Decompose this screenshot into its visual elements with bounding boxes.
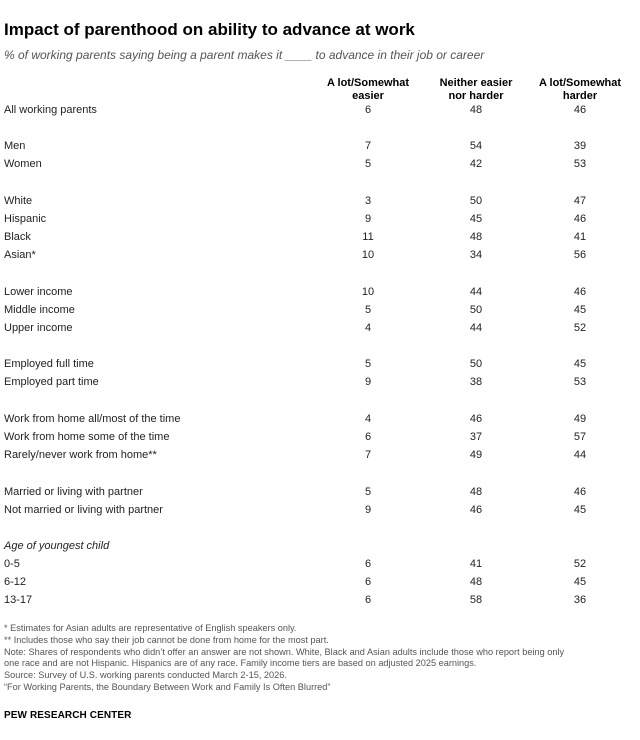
row-label: Middle income (4, 304, 75, 316)
value-easier: 5 (364, 304, 372, 316)
value-harder: 53 (573, 376, 587, 388)
row-label: Hispanic (4, 213, 47, 225)
value-harder: 46 (573, 286, 587, 298)
column-header-neither-line-2: nor harder (448, 90, 504, 102)
brand-logo-text: PEW RESEARCH CENTER (4, 710, 132, 721)
table-row (0, 137, 640, 155)
column-header-neither-line-1: Neither easier (439, 77, 513, 89)
row-label: 6-12 (4, 576, 27, 588)
section-label-text: Age of youngest child (4, 540, 110, 552)
value-easier: 6 (364, 576, 372, 588)
row-label: Women (4, 158, 42, 170)
row-label: 0-5 (4, 558, 20, 570)
table-row (0, 155, 640, 173)
value-neither: 42 (469, 158, 483, 170)
row-label: White (4, 195, 33, 207)
table-row (0, 410, 640, 428)
column-header-harder-line-1: A lot/Somewhat (538, 77, 622, 89)
value-harder: 46 (573, 104, 587, 116)
value-easier: 6 (364, 558, 372, 570)
value-neither: 41 (469, 558, 483, 570)
value-neither: 45 (469, 213, 483, 225)
value-harder: 52 (573, 558, 587, 570)
value-easier: 7 (364, 449, 372, 461)
value-neither: 46 (469, 504, 483, 516)
value-neither: 34 (469, 249, 483, 261)
row-label: Employed full time (4, 358, 94, 370)
table-row (0, 101, 640, 119)
value-neither: 50 (469, 304, 483, 316)
table-row (0, 501, 640, 519)
table-row (0, 483, 640, 501)
table-row (0, 373, 640, 391)
row-label: Upper income (4, 322, 73, 334)
row-label: Lower income (4, 286, 73, 298)
value-neither: 50 (469, 358, 483, 370)
footnote-work-from-home: ** Includes those who say their job cannot be done from home for the most part. (4, 634, 329, 645)
table-row (0, 573, 640, 591)
value-harder: 49 (573, 413, 587, 425)
row-label: Employed part time (4, 376, 99, 388)
value-easier: 7 (364, 140, 372, 152)
value-neither: 38 (469, 376, 483, 388)
value-easier: 9 (364, 213, 372, 225)
value-harder: 46 (573, 486, 587, 498)
value-easier: 4 (364, 413, 372, 425)
note-line-2: one race and are not Hispanic. Hispanics are of any race. Family income tiers are based on adjusted 2025 earnings. (4, 658, 477, 669)
value-harder: 53 (573, 158, 587, 170)
table-row (0, 192, 640, 210)
value-harder: 46 (573, 213, 587, 225)
value-easier: 11 (362, 231, 374, 243)
table-row (0, 210, 640, 228)
report-title: “For Working Parents, the Boundary Between Work and Family Is Often Blurred” (4, 681, 331, 692)
value-easier: 5 (364, 158, 372, 170)
table-row (0, 428, 640, 446)
value-harder: 57 (573, 431, 587, 443)
value-easier: 9 (364, 376, 372, 388)
table-row (0, 301, 640, 319)
value-easier: 6 (364, 594, 372, 606)
value-neither: 44 (469, 322, 483, 334)
table-row (0, 246, 640, 264)
value-harder: 45 (573, 304, 587, 316)
row-label: Not married or living with partner (4, 504, 163, 516)
column-header-easier-line-1: A lot/Somewhat (326, 77, 410, 89)
value-easier: 10 (361, 249, 375, 261)
value-harder: 47 (573, 195, 587, 207)
value-neither: 48 (469, 486, 483, 498)
value-harder: 52 (573, 322, 587, 334)
value-harder: 45 (573, 504, 587, 516)
value-harder: 36 (573, 594, 587, 606)
value-easier: 5 (364, 486, 372, 498)
value-easier: 4 (364, 322, 372, 334)
value-neither: 37 (469, 431, 483, 443)
column-header-harder-line-2: harder (562, 90, 598, 102)
table-row (0, 555, 640, 573)
value-easier: 10 (361, 286, 375, 298)
source-line: Source: Survey of U.S. working parents conducted March 2-15, 2026. (4, 670, 287, 681)
row-label: Asian* (4, 249, 36, 261)
row-label: Rarely/never work from home** (4, 449, 157, 461)
row-label: Men (4, 140, 26, 152)
value-harder: 41 (573, 231, 587, 243)
table-row (0, 355, 640, 373)
value-easier: 6 (364, 431, 372, 443)
value-harder: 45 (573, 576, 587, 588)
value-neither: 54 (469, 140, 483, 152)
value-neither: 46 (469, 413, 483, 425)
row-label: Married or living with partner (4, 486, 143, 498)
chart-subtitle: % of working parents saying being a parent makes it ____ to advance in their job or career (4, 48, 485, 62)
row-label: Work from home all/most of the time (4, 413, 181, 425)
chart-title: Impact of parenthood on ability to advance at work (4, 20, 415, 39)
row-label: Work from home some of the time (4, 431, 170, 443)
section-label (0, 537, 640, 555)
value-neither: 48 (469, 576, 483, 588)
row-label: All working parents (4, 104, 97, 116)
value-harder: 44 (573, 449, 587, 461)
value-harder: 39 (573, 140, 587, 152)
value-harder: 45 (573, 358, 587, 370)
value-neither: 49 (469, 449, 483, 461)
value-neither: 58 (469, 594, 483, 606)
value-harder: 56 (573, 249, 587, 261)
note-line-1: Note: Shares of respondents who didn’t offer an answer are not shown. White, Black and Asian adults include those who report being only (4, 646, 565, 657)
table-row (0, 446, 640, 464)
value-easier: 6 (364, 104, 372, 116)
value-easier: 9 (364, 504, 372, 516)
value-neither: 44 (469, 286, 483, 298)
value-neither: 48 (469, 104, 483, 116)
table-row (0, 283, 640, 301)
row-label: 13-17 (4, 594, 33, 606)
footnotes (4, 623, 636, 694)
value-easier: 5 (364, 358, 372, 370)
table-row (0, 228, 640, 246)
table-row (0, 591, 640, 609)
value-neither: 48 (469, 231, 483, 243)
value-neither: 50 (469, 195, 483, 207)
table-row (0, 319, 640, 337)
column-header-easier-line-2: easier (352, 90, 384, 102)
value-easier: 3 (364, 195, 372, 207)
row-label: Black (4, 231, 31, 243)
footnote-asian: * Estimates for Asian adults are representative of English speakers only. (4, 623, 297, 633)
